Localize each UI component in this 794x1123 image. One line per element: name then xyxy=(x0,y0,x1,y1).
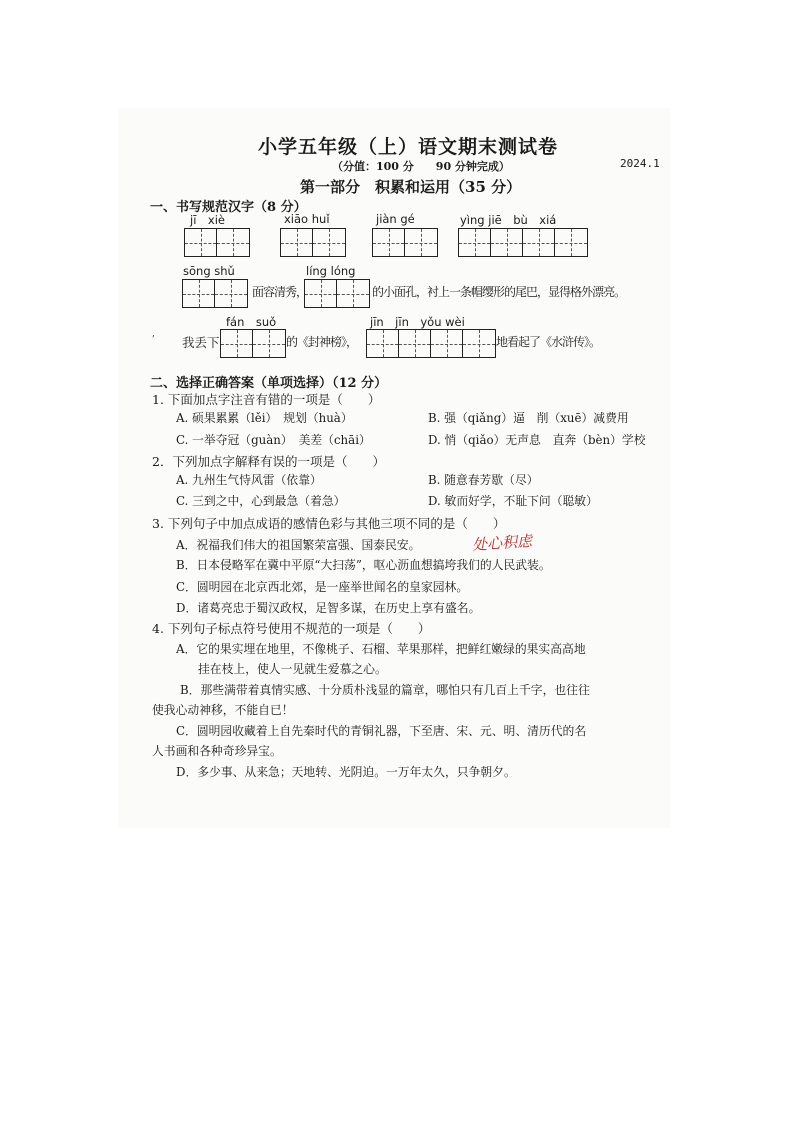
pinyin-5: sōng shǔ xyxy=(183,264,235,278)
q3-option-d[interactable]: D．诸葛亮忠于蜀汉政权，足智多谋，在历史上享有盛名。 xyxy=(176,601,481,615)
part1-title: 第一部分 积累和运用（35 分） xyxy=(300,178,522,196)
sentence2-part2: 地看起了《水浒传》。 xyxy=(496,335,601,349)
grid-cell[interactable] xyxy=(399,330,431,357)
writing-grid-1[interactable] xyxy=(184,228,250,257)
q1-stem: 1. 下面加点字注音有错的一项是（ ） xyxy=(152,392,381,407)
pinyin-7: fán suǒ xyxy=(226,315,277,329)
q4-option-a-line2[interactable]: 挂在枝上，使人一见就生爱慕之心。 xyxy=(198,662,387,676)
q2-option-a[interactable]: A. 九州生气恃风雷（依靠） xyxy=(176,473,322,487)
writing-grid-7[interactable] xyxy=(220,329,286,358)
q4-option-a-line1[interactable]: A．它的果实埋在地里，不像桃子、石榴、苹果那样，把鲜红嫩绿的果实高高地 xyxy=(176,642,586,656)
exam-subtitle: （分值：100 分 90 分钟完成） xyxy=(332,160,510,173)
pinyin-4: yìng jiē bù xiá xyxy=(460,213,557,227)
grid-cell[interactable] xyxy=(313,229,345,256)
q3-stem: 3. 下列句子中加点成语的感情色彩与其他三项不同的是（ ） xyxy=(152,516,506,531)
grid-cell[interactable] xyxy=(463,330,495,357)
exam-date: 2024.1 xyxy=(620,157,660,170)
writing-grid-4[interactable] xyxy=(458,228,588,257)
sentence2-part0: 我丢下 xyxy=(182,335,220,350)
writing-grid-8[interactable] xyxy=(366,329,496,358)
writing-grid-5[interactable] xyxy=(182,279,248,308)
q1-option-b[interactable]: B. 强（qiǎng）逼 削（xuē）减费用 xyxy=(428,411,629,425)
q3-option-c[interactable]: C．圆明园在北京西北郊，是一座举世闻名的皇家园林。 xyxy=(176,580,469,594)
grid-cell[interactable] xyxy=(221,330,253,357)
sentence1-part2: 的小面孔，衬上一条帽缨形的尾巴，显得格外漂亮。 xyxy=(372,285,626,299)
q3-option-a[interactable]: A．祝福我们伟大的祖国繁荣富强、国泰民安。 xyxy=(176,538,421,552)
grid-cell[interactable] xyxy=(491,229,523,256)
pinyin-3: jiàn gé xyxy=(376,212,415,226)
q4-option-b-line1[interactable]: B．那些满带着真情实感、十分质朴浅显的篇章，哪怕只有几百上千字，也往往 xyxy=(180,683,590,697)
writing-grid-2[interactable] xyxy=(280,228,346,257)
grid-cell[interactable] xyxy=(405,229,437,256)
grid-cell[interactable] xyxy=(183,280,215,307)
q4-stem: 4. 下列句子标点符号使用不规范的一项是（ ） xyxy=(152,621,431,636)
grid-cell[interactable] xyxy=(367,330,399,357)
exam-title: 小学五年级（上）语文期末测试卷 xyxy=(258,136,559,158)
grid-cell[interactable] xyxy=(217,229,249,256)
grid-cell[interactable] xyxy=(373,229,405,256)
grid-cell[interactable] xyxy=(337,280,369,307)
scan-mark: ‚ xyxy=(152,329,155,339)
handwritten-correction: 处心积虑 xyxy=(471,531,533,555)
q2-stem: 2．下列加点字解释有误的一项是（ ） xyxy=(152,454,385,469)
grid-cell[interactable] xyxy=(431,330,463,357)
q3-option-b[interactable]: B．日本侵略军在冀中平原“大扫荡”，呕心沥血想搞垮我们的人民武装。 xyxy=(176,558,551,572)
q2-option-b[interactable]: B. 随意春芳歇（尽） xyxy=(428,473,539,487)
grid-cell[interactable] xyxy=(459,229,491,256)
q2-option-c[interactable]: C. 三到之中，心到最急（着急） xyxy=(176,494,346,508)
q1-option-a[interactable]: A. 硕果累累（lěi） 规划（huà） xyxy=(176,411,353,425)
q1-option-d[interactable]: D. 悄（qiǎo）无声息 直奔（bèn）学校 xyxy=(428,433,646,447)
pinyin-8: jīn jīn yǒu wèi xyxy=(370,315,465,329)
writing-grid-6[interactable] xyxy=(304,279,370,308)
pinyin-6: líng lóng xyxy=(306,264,356,278)
grid-cell[interactable] xyxy=(215,280,247,307)
q1-option-c[interactable]: C. 一举夺冠（guàn） 美差（chāi） xyxy=(176,433,371,447)
q4-option-d[interactable]: D．多少事、从来急；天地转、光阴迫。一万年太久，只争朝夕。 xyxy=(176,765,516,779)
pinyin-2: xiāo huǐ xyxy=(284,212,330,226)
q4-option-c-line2[interactable]: 人书画和各种奇珍异宝。 xyxy=(152,744,282,758)
grid-cell[interactable] xyxy=(305,280,337,307)
q2-option-d[interactable]: D. 敏而好学，不耻下问（聪敏） xyxy=(428,494,598,508)
section2-title: 二、选择正确答案（单项选择）（12 分） xyxy=(150,376,388,391)
q4-option-c-line1[interactable]: C．圆明园收藏着上自先秦时代的青铜礼器，下至唐、宋、元、明、清历代的名 xyxy=(176,724,587,738)
sentence2-part1: 的《封神榜》， xyxy=(286,335,358,349)
q4-option-b-line2[interactable]: 使我心动神移，不能自已！ xyxy=(152,703,294,717)
grid-cell[interactable] xyxy=(555,229,587,256)
sentence1-part1: 面容清秀， xyxy=(252,285,308,299)
section1-title: 一、书写规范汉字（8 分） xyxy=(150,200,307,215)
grid-cell[interactable] xyxy=(281,229,313,256)
grid-cell[interactable] xyxy=(523,229,555,256)
pinyin-1: jī xiè xyxy=(190,213,225,227)
grid-cell[interactable] xyxy=(253,330,285,357)
writing-grid-3[interactable] xyxy=(372,228,438,257)
grid-cell[interactable] xyxy=(185,229,217,256)
